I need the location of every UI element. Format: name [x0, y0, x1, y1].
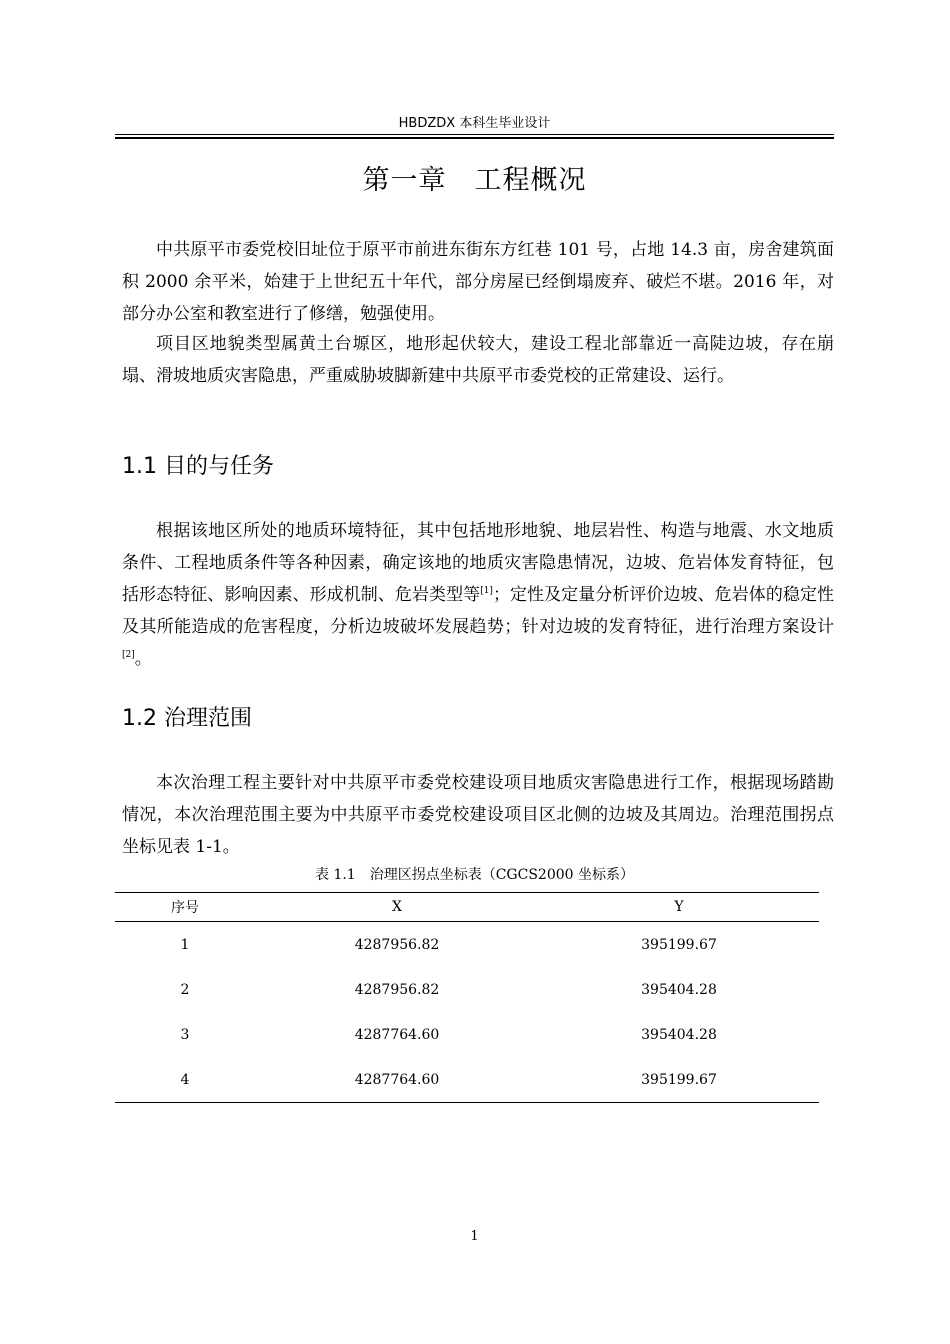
table-header-x: X	[255, 893, 539, 922]
intro-paragraph-2: 项目区地貌类型属黄土台塬区，地形起伏较大，建设工程北部靠近一高陡边坡，存在崩塌、滑坡地质灾害隐患，严重威胁坡脚新建中共原平市委党校的正常建设、运行。	[122, 334, 834, 386]
table-cell-x: 4287956.82	[354, 936, 440, 953]
table-header-row	[115, 893, 819, 922]
table-header-index: 序号	[115, 893, 255, 922]
table-row	[115, 922, 819, 968]
section-1-1-paragraph	[122, 515, 834, 675]
table-cell-x: 4287956.82	[354, 981, 440, 998]
table-header-y: Y	[539, 893, 819, 922]
coordinates-table	[115, 892, 819, 1103]
table-cell-x: 4287764.60	[354, 1026, 440, 1043]
table-caption: 表 1.1 治理区拐点坐标表（CGCS2000 坐标系）	[315, 867, 634, 883]
intro-paragraph-1: 中共原平市委党校旧址位于原平市前进东街东方红巷 101 号，占地 14.3 亩，房舍建筑面积 2000 余平米，始建于上世纪五十年代，部分房屋已经倒塌废弃、破烂不堪。2016 年，对部分办公室和教室进行了修缮，勉强使用。	[122, 240, 834, 324]
page-number: 1	[470, 1229, 479, 1244]
table-cell-y: 395404.28	[641, 981, 717, 998]
chapter-title: 第一章 工程概况	[362, 165, 587, 196]
citation-1: [1]	[480, 586, 493, 596]
table-cell-y: 395199.67	[641, 936, 717, 953]
page-header: HBDZDX 本科生毕业设计	[398, 116, 551, 131]
table-cell-index: 2	[180, 981, 190, 998]
section-title-1-2: 1.2 治理范围	[122, 706, 252, 731]
table-row	[115, 967, 819, 1012]
table-cell-index: 3	[180, 1026, 190, 1043]
citation-2: [2]	[122, 650, 135, 660]
table-row	[115, 1012, 819, 1057]
table-cell-y: 395404.28	[641, 1026, 717, 1043]
table-row	[115, 1057, 819, 1103]
header-rule-thick	[115, 137, 834, 139]
header-rule-thin	[115, 134, 834, 135]
section-1-1-text-part-1: 根据该地区所处的地质环境特征，其中包括地形地貌、地层岩性、构造与地震、水文地质条件、工程地质条件等各种因素，确定该地的地质灾害隐患情况，边坡、危岩体发育特征，包括形态特征、影响因素、形成机制、危岩类型等	[122, 521, 834, 605]
section-title-1-1: 1.1 目的与任务	[122, 454, 274, 479]
table-cell-index: 4	[115, 1057, 255, 1103]
section-1-1-text-part-2: ；定性及定量分析评价边坡、危岩体的稳定性及其所能造成的危害程度，分析边坡破坏发展趋势；针对边坡的发育特征，进行治理方案设计	[122, 585, 835, 637]
table-cell-y: 395199.67	[539, 1057, 819, 1103]
table-cell-x: 4287764.60	[255, 1057, 539, 1103]
table-cell-index: 1	[180, 936, 190, 953]
section-1-1-text-part-3: 。	[134, 649, 152, 669]
section-1-2-paragraph: 本次治理工程主要针对中共原平市委党校建设项目地质灾害隐患进行工作，根据现场踏勘情况，本次治理范围主要为中共原平市委党校建设项目区北侧的边坡及其周边。治理范围拐点坐标见表 1-1。	[122, 773, 834, 857]
